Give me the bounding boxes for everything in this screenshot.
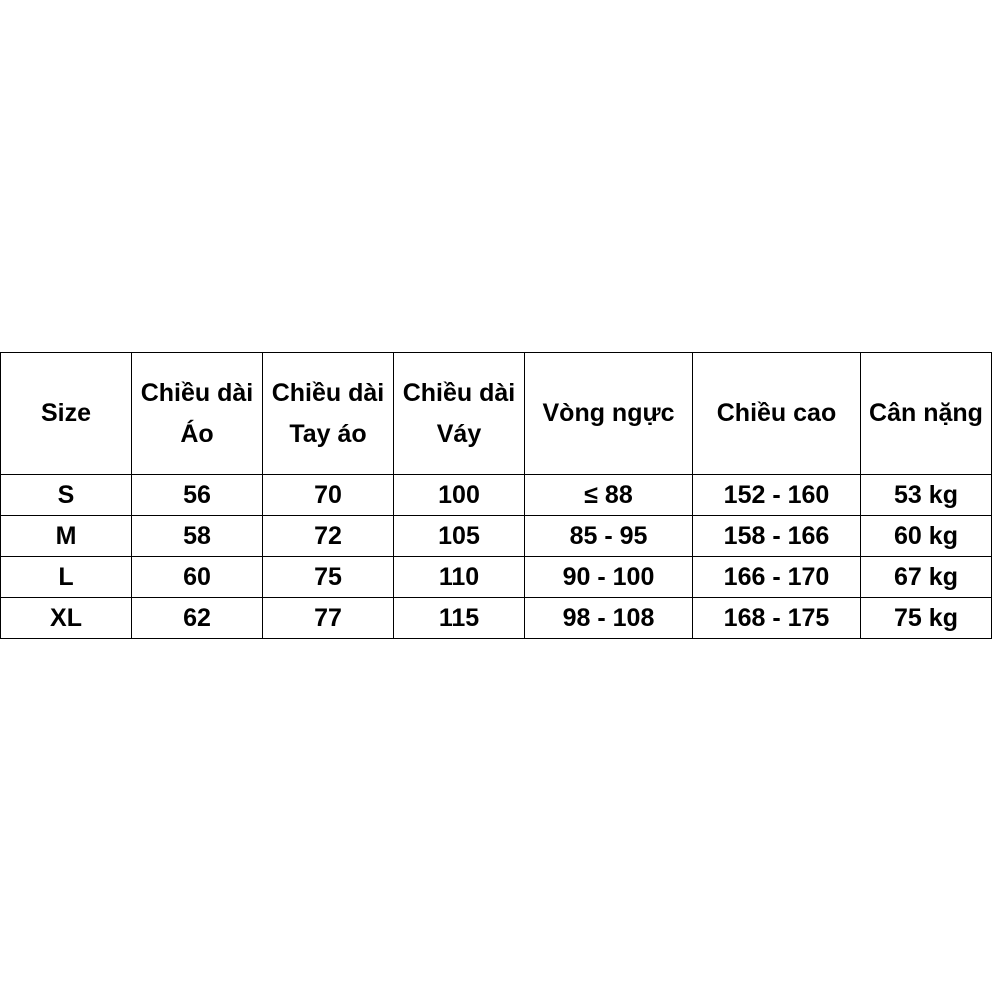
header-size — [1, 353, 132, 475]
table-cell: 56 — [132, 475, 263, 516]
header-bust — [525, 353, 693, 475]
header-label: Size — [40, 399, 92, 427]
table-cell: 168 - 175 — [693, 598, 861, 639]
header-weight — [861, 353, 992, 475]
header-label: Chiều dài — [271, 378, 385, 407]
table-cell: 85 - 95 — [525, 516, 693, 557]
header-label: Tay áo — [289, 419, 367, 448]
table-cell: 115 — [394, 598, 525, 639]
table-cell: 67 kg — [861, 557, 992, 598]
header-label: Chiều dài — [402, 378, 516, 407]
table-cell: 158 - 166 — [693, 516, 861, 557]
table-cell: 60 kg — [861, 516, 992, 557]
table-cell: 110 — [394, 557, 525, 598]
table-cell: 77 — [263, 598, 394, 639]
table-cell: 75 — [263, 557, 394, 598]
header-label: Vòng ngực — [542, 399, 675, 427]
header-skirt-length — [394, 353, 525, 475]
header-label: Chiều cao — [716, 399, 837, 427]
size-chart-table — [0, 352, 992, 639]
table-cell: 90 - 100 — [525, 557, 693, 598]
header-label: Cân nặng — [869, 399, 983, 427]
table-row — [1, 516, 992, 557]
table-cell: 70 — [263, 475, 394, 516]
table-row — [1, 598, 992, 639]
header-label: Váy — [436, 419, 482, 448]
table-cell: 72 — [263, 516, 394, 557]
table-cell: 105 — [394, 516, 525, 557]
table-cell: 166 - 170 — [693, 557, 861, 598]
header-label: Chiều dài — [140, 378, 254, 407]
table-cell: L — [1, 557, 132, 598]
table-cell: 53 kg — [861, 475, 992, 516]
header-shirt-length — [132, 353, 263, 475]
table-cell: 98 - 108 — [525, 598, 693, 639]
table-cell: M — [1, 516, 132, 557]
header-height — [693, 353, 861, 475]
table-cell: 75 kg — [861, 598, 992, 639]
table-cell: S — [1, 475, 132, 516]
table-row — [1, 557, 992, 598]
table-cell: 152 - 160 — [693, 475, 861, 516]
table-cell: 58 — [132, 516, 263, 557]
table-cell: 62 — [132, 598, 263, 639]
table-cell: 60 — [132, 557, 263, 598]
header-sleeve-length — [263, 353, 394, 475]
table-row — [1, 475, 992, 516]
table-cell: 100 — [394, 475, 525, 516]
table-header-row — [1, 353, 992, 475]
header-label: Áo — [180, 419, 214, 448]
table-cell: ≤ 88 — [525, 475, 693, 516]
table-cell: XL — [1, 598, 132, 639]
